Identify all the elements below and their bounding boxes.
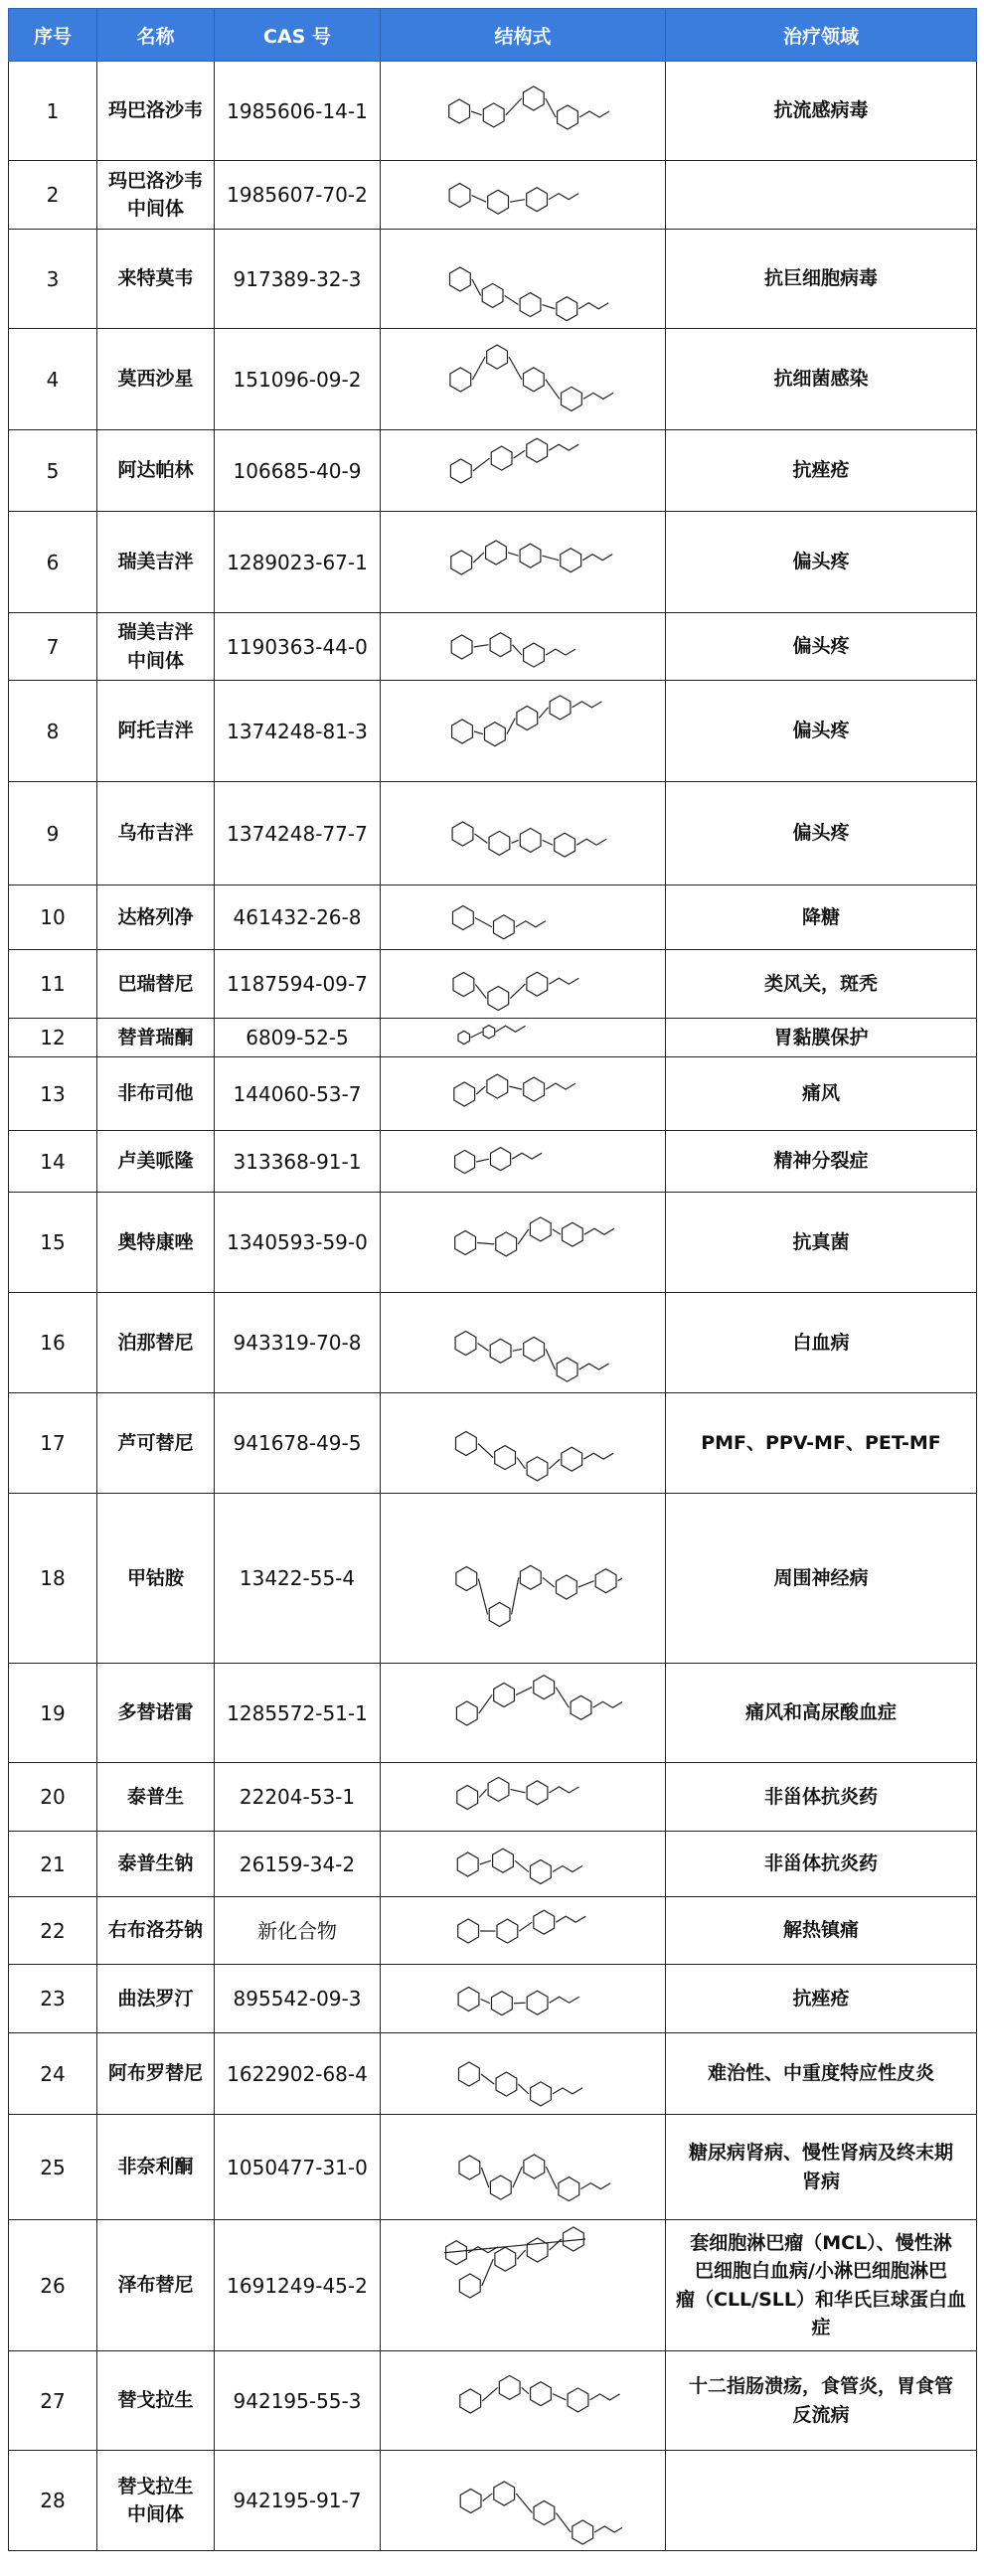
row-index: 15 [9,1193,97,1293]
molecule-structure-icon [423,1023,622,1052]
molecule-structure-icon [423,1669,622,1758]
molecule-structure-icon [423,955,622,1014]
therapeutic-area: 周围神经病 [666,1494,977,1664]
therapeutic-area: 解热镇痛 [666,1897,977,1965]
row-index: 23 [9,1965,97,2033]
cas-number: 106685-40-9 [215,430,381,512]
cas-number: 1622902-68-4 [215,2033,381,2115]
therapeutic-area: 十二指肠溃疡，食管炎，胃食管 反流病 [666,2351,977,2451]
row-index: 26 [9,2220,97,2351]
therapeutic-area: 白血病 [666,1293,977,1393]
cas-number: 1289023-67-1 [215,512,381,613]
row-index: 12 [9,1019,97,1057]
therapeutic-area: 非甾体抗炎药 [666,1763,977,1832]
structure-image [381,886,666,950]
row-index: 16 [9,1293,97,1393]
row-index: 28 [9,2451,97,2551]
cas-number: 895542-09-3 [215,1965,381,2033]
compound-name: 替戈拉生 中间体 [97,2451,215,2551]
molecule-structure-icon [423,890,622,945]
table-row [9,1897,977,1965]
row-index: 17 [9,1393,97,1494]
compound-name: 乌布吉泮 [97,782,215,886]
therapeutic-area: 精神分裂症 [666,1131,977,1193]
structure-image [381,950,666,1019]
cas-number: 151096-09-2 [215,329,381,430]
row-index: 20 [9,1763,97,1832]
row-index: 25 [9,2115,97,2220]
molecule-structure-icon [423,166,622,225]
cas-number: 144060-53-7 [215,1057,381,1131]
therapeutic-area: 抗细菌感染 [666,329,977,430]
table-row [9,1193,977,1293]
cas-number: 942195-55-3 [215,2351,381,2451]
table-row [9,2451,977,2551]
compound-name: 替普瑞酮 [97,1019,215,1057]
table-row [9,1965,977,2033]
molecule-structure-icon [423,1768,622,1827]
row-index: 1 [9,62,97,161]
structure-image [381,62,666,161]
therapeutic-area: 偏头疼 [666,681,977,782]
therapeutic-area: 降糖 [666,886,977,950]
compound-name: 泽布替尼 [97,2220,215,2351]
molecule-structure-icon [423,686,622,777]
structure-image [381,1131,666,1193]
row-index: 11 [9,950,97,1019]
row-index: 14 [9,1131,97,1193]
therapeutic-area: 抗巨细胞病毒 [666,230,977,329]
molecule-structure-icon [423,2456,622,2546]
table-row [9,1131,977,1193]
therapeutic-area: 抗痤疮 [666,430,977,512]
therapeutic-area: 非甾体抗炎药 [666,1832,977,1897]
compound-name: 甲钴胺 [97,1494,215,1664]
molecule-structure-icon [423,2356,622,2446]
molecule-structure-icon [423,787,622,881]
cas-number: 1190363-44-0 [215,613,381,681]
compound-name: 芦可替尼 [97,1393,215,1494]
structure-image [381,1763,666,1832]
molecule-structure-icon [423,1970,622,2028]
cas-number: 1340593-59-0 [215,1193,381,1293]
cas-number: 943319-70-8 [215,1293,381,1393]
header-index: 序号 [9,9,97,62]
structure-image [381,1494,666,1664]
molecule-structure-icon [423,1837,622,1892]
therapeutic-area: 套细胞淋巴瘤（MCL）、慢性淋 巴细胞白血病/小淋巴细胞淋巴 瘤（CLL/SLL）和华氏巨球蛋白血 症 [666,2220,977,2351]
structure-image [381,230,666,329]
compound-name: 达格列净 [97,886,215,950]
cas-number: 1374248-77-7 [215,782,381,886]
compound-table [8,8,977,2551]
therapeutic-area: 偏头疼 [666,782,977,886]
molecule-structure-icon [423,1499,622,1659]
structure-image [381,1057,666,1131]
cas-number: 942195-91-7 [215,2451,381,2551]
row-index: 19 [9,1664,97,1763]
compound-name: 莫西沙星 [97,329,215,430]
therapeutic-area: 偏头疼 [666,613,977,681]
table-row [9,1293,977,1393]
table-row [9,613,977,681]
table-row [9,62,977,161]
table-row [9,2033,977,2115]
compound-name: 阿达帕林 [97,430,215,512]
compound-name: 阿布罗替尼 [97,2033,215,2115]
structure-image [381,512,666,613]
cas-number: 917389-32-3 [215,230,381,329]
cas-number: 313368-91-1 [215,1131,381,1193]
cas-number: 6809-52-5 [215,1019,381,1057]
therapeutic-area: 抗痤疮 [666,1965,977,2033]
compound-name: 玛巴洛沙韦 中间体 [97,161,215,230]
structure-image [381,1664,666,1763]
header-area: 治疗领域 [666,9,977,62]
compound-name: 右布洛芬钠 [97,1897,215,1965]
table-row [9,1763,977,1832]
structure-image [381,1293,666,1393]
table-row [9,1019,977,1057]
table-row [9,950,977,1019]
molecule-structure-icon [423,2038,622,2110]
therapeutic-area: 类风关，斑秃 [666,950,977,1019]
compound-name: 多替诺雷 [97,1664,215,1763]
row-index: 4 [9,329,97,430]
table-row [9,2220,977,2351]
compound-name: 巴瑞替尼 [97,950,215,1019]
table-row [9,1832,977,1897]
compound-name: 非奈利酮 [97,2115,215,2220]
row-index: 6 [9,512,97,613]
structure-image [381,329,666,430]
therapeutic-area: 难治性、中重度特应性皮炎 [666,2033,977,2115]
compound-name: 泰普生 [97,1763,215,1832]
structure-image [381,1393,666,1494]
row-index: 13 [9,1057,97,1131]
molecule-structure-icon [423,67,622,156]
molecule-structure-icon [423,334,622,425]
structure-image [381,2351,666,2451]
row-index: 24 [9,2033,97,2115]
table-row [9,230,977,329]
table-row [9,161,977,230]
table-body [9,62,977,2551]
molecule-structure-icon [423,517,622,608]
cas-number: 1691249-45-2 [215,2220,381,2351]
compound-name: 瑞美吉泮 中间体 [97,613,215,681]
molecule-structure-icon [423,2225,622,2346]
therapeutic-area [666,2451,977,2551]
therapeutic-area: 抗真菌 [666,1193,977,1293]
compound-name: 来特莫韦 [97,230,215,329]
table-row [9,329,977,430]
row-index: 22 [9,1897,97,1965]
row-index: 5 [9,430,97,512]
compound-name: 泊那替尼 [97,1293,215,1393]
compound-name: 曲法罗汀 [97,1965,215,2033]
therapeutic-area: 痛风 [666,1057,977,1131]
structure-image [381,681,666,782]
cas-number: 461432-26-8 [215,886,381,950]
table-row [9,1494,977,1664]
table-row [9,1393,977,1494]
molecule-structure-icon [423,1198,622,1288]
row-index: 8 [9,681,97,782]
compound-name: 奥特康唑 [97,1193,215,1293]
therapeutic-area: 痛风和高尿酸血症 [666,1664,977,1763]
molecule-structure-icon [423,618,622,676]
cas-number: 941678-49-5 [215,1393,381,1494]
table-row [9,681,977,782]
therapeutic-area: PMF、PPV-MF、PET-MF [666,1393,977,1494]
therapeutic-area: 糖尿病肾病、慢性肾病及终末期 肾病 [666,2115,977,2220]
row-index: 7 [9,613,97,681]
row-index: 27 [9,2351,97,2451]
molecule-structure-icon [423,1298,622,1388]
structure-image [381,1019,666,1057]
therapeutic-area [666,161,977,230]
structure-image [381,1193,666,1293]
structure-image [381,613,666,681]
structure-image [381,782,666,886]
cas-number: 22204-53-1 [215,1763,381,1832]
structure-image [381,1832,666,1897]
molecule-structure-icon [423,235,622,324]
structure-image [381,2033,666,2115]
table-row [9,1664,977,1763]
table-row [9,1057,977,1131]
row-index: 3 [9,230,97,329]
row-index: 18 [9,1494,97,1664]
structure-image [381,2451,666,2551]
row-index: 2 [9,161,97,230]
cas-number: 26159-34-2 [215,1832,381,1897]
row-index: 10 [9,886,97,950]
compound-name: 玛巴洛沙韦 [97,62,215,161]
compound-name: 替戈拉生 [97,2351,215,2451]
molecule-structure-icon [423,2120,622,2215]
structure-image [381,1897,666,1965]
structure-image [381,430,666,512]
header-structure: 结构式 [381,9,666,62]
molecule-structure-icon [423,435,622,507]
cas-number: 13422-55-4 [215,1494,381,1664]
molecule-structure-icon [423,1136,622,1188]
cas-number: 1985607-70-2 [215,161,381,230]
cas-number: 新化合物 [215,1897,381,1965]
therapeutic-area: 偏头疼 [666,512,977,613]
molecule-structure-icon [423,1902,622,1960]
structure-image [381,2115,666,2220]
cas-number: 1187594-09-7 [215,950,381,1019]
header-row [9,9,977,62]
compound-name: 卢美哌隆 [97,1131,215,1193]
molecule-structure-icon [423,1398,622,1489]
compound-name: 瑞美吉泮 [97,512,215,613]
compound-name: 泰普生钠 [97,1832,215,1897]
cas-number: 1374248-81-3 [215,681,381,782]
cas-number: 1050477-31-0 [215,2115,381,2220]
table-row [9,2115,977,2220]
therapeutic-area: 胃黏膜保护 [666,1019,977,1057]
table-row [9,886,977,950]
table-row [9,430,977,512]
structure-image [381,161,666,230]
compound-name: 非布司他 [97,1057,215,1131]
table-row [9,782,977,886]
cas-number: 1985606-14-1 [215,62,381,161]
therapeutic-area: 抗流感病毒 [666,62,977,161]
table-row [9,512,977,613]
cas-number: 1285572-51-1 [215,1664,381,1763]
row-index: 9 [9,782,97,886]
structure-image [381,1965,666,2033]
header-cas: CAS 号 [215,9,381,62]
molecule-structure-icon [423,1062,622,1126]
table-row [9,2351,977,2451]
structure-image [381,2220,666,2351]
row-index: 21 [9,1832,97,1897]
compound-name: 阿托吉泮 [97,681,215,782]
header-name: 名称 [97,9,215,62]
